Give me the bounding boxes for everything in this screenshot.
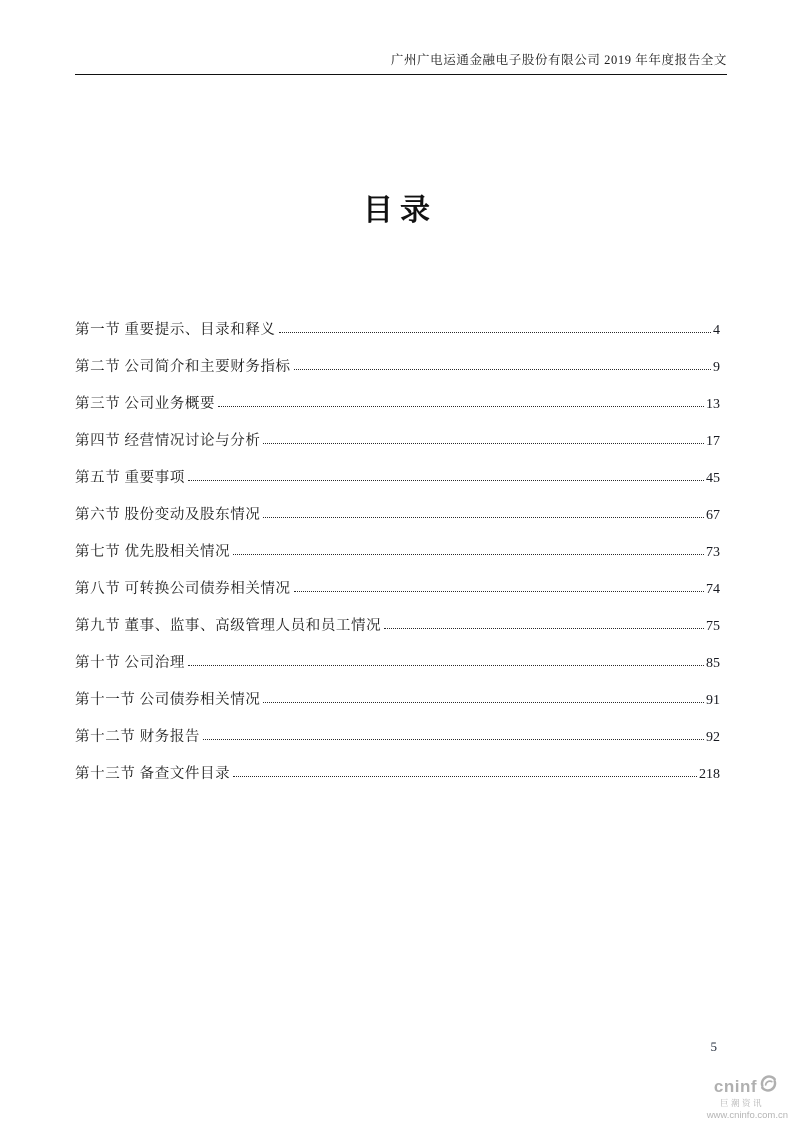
toc-leader-dots [263,443,704,444]
toc-entry[interactable] [75,725,720,744]
toc-entry-page: 74 [706,582,720,597]
cninfo-swirl-icon [759,1074,778,1098]
toc-entry-label: 第一节 重要提示、目录和释义 [75,322,276,338]
toc-entry[interactable] [75,503,720,522]
toc-leader-dots [384,628,704,629]
cninfo-logo [690,1074,790,1120]
page-number: 5 [710,1039,717,1054]
toc-leader-dots [203,739,704,740]
toc-entry[interactable] [75,577,720,596]
toc-leader-dots [188,665,704,666]
toc-entry-page: 85 [706,656,720,671]
toc-entry[interactable] [75,429,720,448]
cninfo-brand-text: cninf [713,1076,757,1096]
toc-entry-label: 第二节 公司简介和主要财务指标 [75,359,291,375]
toc-entry[interactable] [75,651,720,670]
toc-entry-page: 92 [706,730,720,745]
toc-entry-page: 13 [706,397,720,412]
toc-leader-dots [233,554,704,555]
toc-entry-label: 第七节 优先股相关情况 [75,544,231,560]
toc-entry-page: 218 [699,767,720,782]
page-title: 目录 [363,194,437,227]
toc-entry-label: 第十三节 备查文件目录 [75,766,231,782]
toc-entry[interactable] [75,318,720,337]
toc-entry-label: 第十节 公司治理 [75,655,185,671]
cninfo-url: www.cninfo.com.cn [706,1109,788,1121]
toc-entry-page: 45 [706,471,720,486]
toc-entry-page: 91 [706,693,720,708]
toc-leader-dots [233,776,697,777]
toc-entry-page: 67 [706,508,720,523]
cninfo-brand-row [690,1074,790,1098]
toc-leader-dots [294,369,711,370]
toc-entry[interactable] [75,466,720,485]
toc-entry[interactable] [75,688,720,707]
toc-entry-page: 17 [706,434,720,449]
toc-entry-label: 第三节 公司业务概要 [75,396,216,412]
toc-entry[interactable] [75,355,720,374]
toc-entry-page: 4 [713,323,720,338]
toc-leader-dots [263,702,704,703]
toc-entry-label: 第六节 股份变动及股东情况 [75,507,261,523]
toc-entry-label: 第四节 经营情况讨论与分析 [75,433,261,449]
toc-entry-label: 第十二节 财务报告 [75,729,201,745]
toc-entry-label: 第五节 重要事项 [75,470,185,486]
toc-leader-dots [279,332,711,333]
page-header-text: 广州广电运通金融电子股份有限公司 2019 年年度报告全文 [75,50,727,75]
toc-entry-page: 9 [713,360,720,375]
toc-entry-label: 第十一节 公司债券相关情况 [75,692,261,708]
toc-list [75,318,720,799]
cninfo-chinese-name: 巨潮资讯 [719,1098,764,1108]
toc-leader-dots [263,517,704,518]
toc-entry[interactable] [75,392,720,411]
toc-leader-dots [218,406,704,407]
toc-entry[interactable] [75,614,720,633]
toc-entry-page: 73 [706,545,720,560]
toc-entry-page: 75 [706,619,720,634]
toc-entry[interactable] [75,762,720,781]
toc-entry-label: 第八节 可转换公司债券相关情况 [75,581,291,597]
toc-entry-label: 第九节 董事、监事、高级管理人员和员工情况 [75,618,382,634]
toc-leader-dots [188,480,704,481]
toc-leader-dots [294,591,704,592]
toc-entry[interactable] [75,540,720,559]
